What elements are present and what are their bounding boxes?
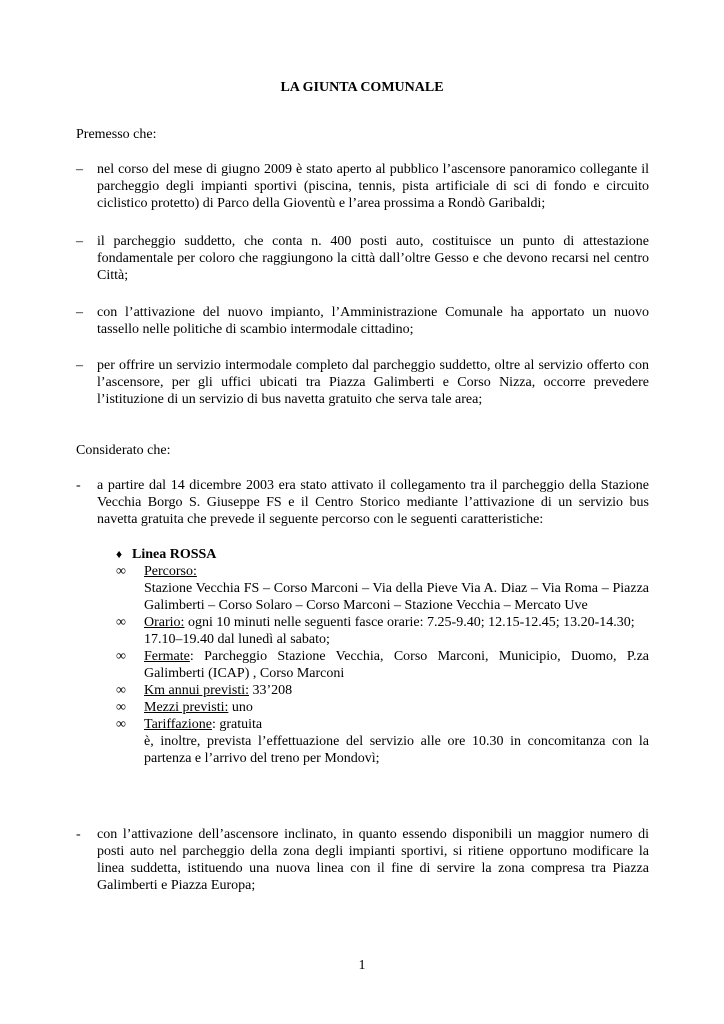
premesso-item bbox=[76, 304, 649, 338]
km-item bbox=[116, 682, 649, 699]
orario-line2: 17.10–19.40 dal lunedì al sabato; bbox=[144, 632, 330, 647]
considerato-item-text: con l’attivazione dell’ascensore inclinato, in quanto essendo disponibili un maggior numero di posti auto nel parcheggio della zona degli impianti sportivi, si ritiene opportuno modificare la linea suddetta, istituendo una nuova linea con il fine di servire la zona compresa tra Piazza Galimberti e Piazza Europa; bbox=[97, 827, 649, 893]
fermate-label: Fermate bbox=[144, 649, 190, 664]
hyphen-marker: - bbox=[76, 827, 81, 842]
linea-note: è, inoltre, prevista l’effettuazione del servizio alle ore 10.30 in concomitanza con la partenza e l’arrivo del treno per Mondovì; bbox=[144, 734, 649, 766]
percorso-label: Percorso: bbox=[144, 564, 197, 579]
orario-line1: ogni 10 minuti nelle seguenti fasce orarie: 7.25-9.40; 12.15-12.45; 13.20-14.30; bbox=[187, 615, 635, 630]
infinity-bullet-icon: ∞ bbox=[116, 564, 126, 579]
considerato-item-text: a partire dal 14 dicembre 2003 era stato attivato il collegamento tra il parcheggio della Stazione Vecchia Borgo S. Giuseppe FS e il Centro Storico mediante l’attivazione di un servizio bus navetta gratuita che prevede il seguente percorso con le seguenti caratteristiche: bbox=[97, 478, 649, 527]
premesso-heading: Premesso che: bbox=[76, 127, 157, 142]
km-value: 33’208 bbox=[249, 683, 293, 698]
dash-marker: – bbox=[76, 234, 83, 249]
hyphen-marker: - bbox=[76, 478, 81, 493]
infinity-bullet-icon: ∞ bbox=[116, 683, 126, 698]
premesso-item bbox=[76, 233, 649, 284]
considerato-item bbox=[76, 477, 649, 528]
tariffazione-label: Tariffazione bbox=[144, 717, 212, 732]
premesso-item-text: il parcheggio suddetto, che conta n. 400 posti auto, costituisce un punto di attestazione fondamentale per coloro che raggiungono la città dall’oltre Gesso e che devono recarsi nel centro Città; bbox=[97, 234, 649, 283]
premesso-item-text: nel corso del mese di giugno 2009 è stato aperto al pubblico l’ascensore panoramico collegante il parcheggio degli impianti sportivi (piscina, tennis, pista artificiale di sci di fondo e circuito ciclistico protetto) di Parco della Gioventù e l’area prossima a Rondò Garibaldi; bbox=[97, 162, 649, 211]
orario-item bbox=[116, 614, 649, 648]
infinity-bullet-icon: ∞ bbox=[116, 615, 126, 630]
linea-name: Linea ROSSA bbox=[132, 547, 217, 562]
page-number: 1 bbox=[358, 958, 366, 973]
premesso-item bbox=[76, 161, 649, 212]
dash-marker: – bbox=[76, 358, 83, 373]
dash-marker: – bbox=[76, 305, 83, 320]
mezzi-item bbox=[116, 699, 649, 716]
linea-heading bbox=[116, 546, 649, 563]
premesso-item-text: per offrire un servizio intermodale completo dal parcheggio suddetto, oltre al servizio offerto con l’ascensore, per gli uffici ubicati tra Piazza Galimberti e Corso Nizza, occorre prevedere l’istituzione di un servizio di bus navetta gratuito che serva tale area; bbox=[97, 358, 649, 407]
mezzi-label: Mezzi previsti: bbox=[144, 700, 229, 715]
linea-rossa-block bbox=[116, 546, 649, 767]
premesso-item-text: con l’attivazione del nuovo impianto, l’Amministrazione Comunale ha apportato un nuovo tassello nelle politiche di scambio intermodale cittadino; bbox=[97, 305, 649, 337]
considerato-item bbox=[76, 826, 649, 894]
diamond-bullet-icon: ♦ bbox=[116, 547, 123, 561]
tariffazione-value: : gratuita bbox=[211, 717, 263, 732]
infinity-bullet-icon: ∞ bbox=[116, 649, 126, 664]
page-title: LA GIUNTA COMUNALE bbox=[280, 80, 444, 95]
premesso-item bbox=[76, 357, 649, 408]
fermate-text: : Parcheggio Stazione Vecchia, Corso Marconi, Municipio, Duomo, P.za Galimberti (ICAP) , Corso Marconi bbox=[144, 649, 649, 681]
percorso-text: Stazione Vecchia FS – Corso Marconi – Via della Pieve Via A. Diaz – Via Roma – Piazza Galimberti – Corso Solaro – Corso Marconi – Stazione Vecchia – Mercato Uve bbox=[144, 581, 649, 613]
fermate-item bbox=[116, 648, 649, 682]
infinity-bullet-icon: ∞ bbox=[116, 717, 126, 732]
considerato-heading: Considerato che: bbox=[76, 443, 171, 458]
dash-marker: – bbox=[76, 162, 83, 177]
mezzi-value: uno bbox=[228, 700, 253, 715]
km-label: Km annui previsti: bbox=[144, 683, 249, 698]
percorso-item bbox=[116, 563, 649, 614]
tariffazione-item bbox=[116, 716, 649, 733]
orario-label: Orario: bbox=[144, 615, 185, 630]
infinity-bullet-icon: ∞ bbox=[116, 700, 126, 715]
